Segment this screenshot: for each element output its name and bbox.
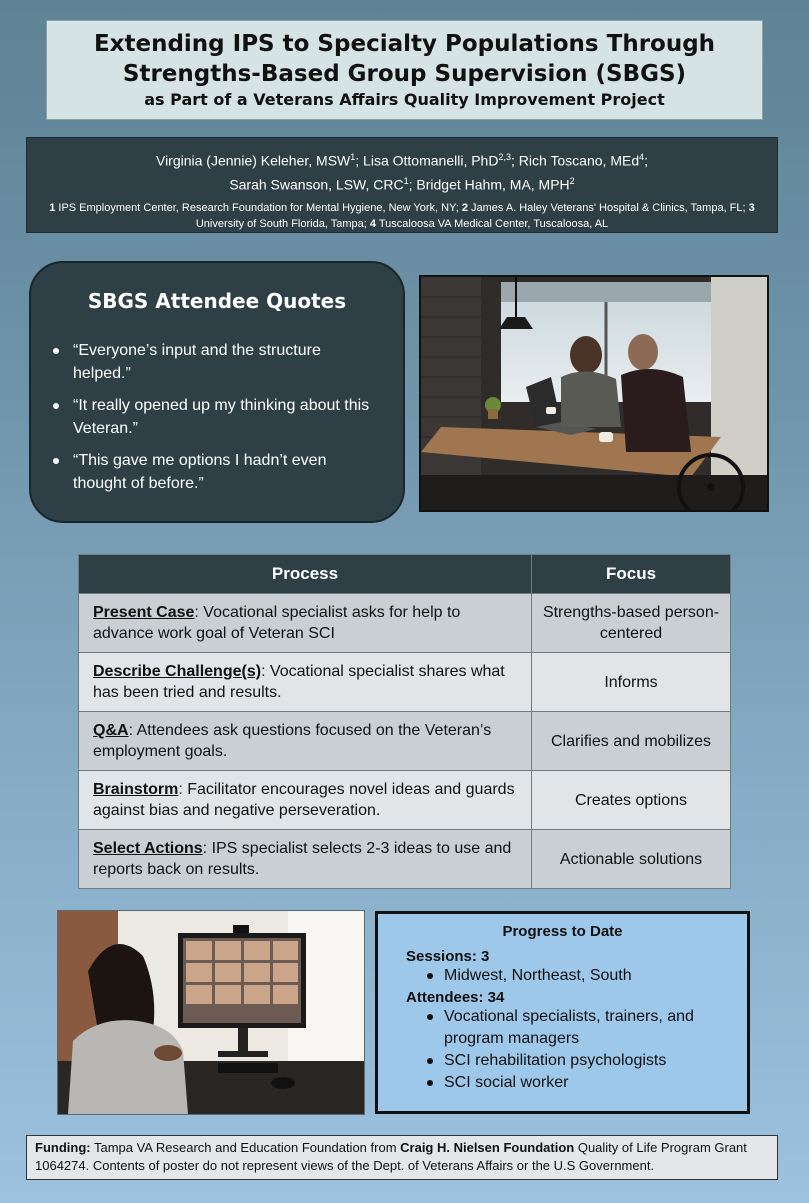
- list-item: SCI rehabilitation psychologists: [444, 1050, 747, 1072]
- process-cell: [79, 712, 532, 771]
- process-step-text: : Facilitator encourages novel ideas and guards against bias and negative perseveration.: [93, 781, 515, 819]
- office-meeting-photo: [419, 275, 769, 512]
- author-hahm: ; Bridget Hahm, MA, MPH: [408, 176, 570, 193]
- process-step-name: Select Actions: [93, 840, 203, 857]
- process-step-name: Describe Challenge(s): [93, 663, 262, 680]
- author-toscano: ; Rich Toscano, MEd: [510, 152, 640, 169]
- author-ottomanelli: ; Lisa Ottomanelli, PhD: [355, 152, 499, 169]
- progress-to-date-box: [375, 911, 750, 1114]
- table-row: [79, 653, 731, 712]
- focus-cell: Creates options: [532, 771, 731, 830]
- author-names: [27, 147, 777, 194]
- process-step-text: : Vocational specialist shares what has been tried and results.: [93, 663, 505, 701]
- table-row: [79, 771, 731, 830]
- funding-text-2: Quality of Life Program Grant 1064274. Contents of poster do not represent views of the Dept. of Veterans Affairs or the U.S Government.: [35, 1140, 747, 1173]
- video-conference-photo: [57, 910, 365, 1115]
- sessions-label: Sessions: 3: [406, 948, 490, 965]
- process-step-text: : Attendees ask questions focused on the Veteran’s employment goals.: [93, 722, 492, 760]
- affil-number: 1: [49, 202, 56, 215]
- focus-cell: Actionable solutions: [532, 830, 731, 889]
- author-sup: 2: [569, 175, 575, 186]
- process-cell: [79, 594, 532, 653]
- quote-item: “This gave me options I hadn’t even thought of before.”: [73, 449, 379, 495]
- affiliations: [27, 200, 777, 232]
- funding-org: Craig H. Nielsen Foundation: [400, 1140, 575, 1155]
- table-row: [79, 830, 731, 889]
- author-sup: 1: [350, 152, 356, 162]
- process-step-name: Q&A: [93, 722, 129, 739]
- author-sup: 1: [403, 175, 409, 186]
- quotes-list: [31, 339, 403, 495]
- list-item: Midwest, Northeast, South: [444, 965, 747, 987]
- quotes-heading: SBGS Attendee Quotes: [87, 289, 347, 313]
- focus-cell: Clarifies and mobilizes: [532, 712, 731, 771]
- table-row: [79, 712, 731, 771]
- process-step-text: : Vocational specialist asks for help to advance work goal of Veteran SCI: [93, 604, 461, 642]
- affil-number: 3: [748, 202, 755, 215]
- progress-heading: Progress to Date: [502, 923, 623, 940]
- focus-cell: Strengths-based person-centered: [532, 594, 731, 653]
- affil-haley: James A. Haley Veterans' Hospital & Clinics, Tampa, FL;: [467, 202, 749, 215]
- author-sup: 4: [639, 152, 645, 162]
- authors-box: [26, 137, 778, 233]
- funding-text-1: Tampa VA Research and Education Foundation from: [90, 1140, 401, 1155]
- office-meeting-illustration: [421, 277, 767, 510]
- affil-ips: IPS Employment Center, Research Foundation for Mental Hygiene, New York, NY;: [55, 202, 462, 215]
- affil-number: 2: [461, 202, 468, 215]
- affil-tuscaloosa: Tuscaloosa VA Medical Center, Tuscaloosa, AL: [376, 218, 609, 231]
- header-focus: Focus: [532, 555, 731, 594]
- process-step-name: Brainstorm: [93, 781, 179, 798]
- process-cell: [79, 771, 532, 830]
- process-step-text: : IPS specialist selects 2-3 ideas to use and reports back on results.: [93, 840, 512, 878]
- title-subtitle: as Part of a Veterans Affairs Quality Improvement Project: [144, 90, 665, 109]
- funding-box: [26, 1135, 778, 1180]
- process-cell: [79, 830, 532, 889]
- attendees-list: [378, 1006, 747, 1094]
- affil-number: 4: [369, 218, 376, 231]
- poster-title-box: [46, 20, 763, 120]
- author-keleher: Virginia (Jennie) Keleher, MSW: [155, 152, 351, 169]
- author-sup: 2,3: [498, 152, 511, 162]
- sessions-list: [378, 965, 747, 987]
- video-conference-illustration: [58, 911, 364, 1114]
- focus-cell: Informs: [532, 653, 731, 712]
- title-line-2: Strengths-Based Group Supervision (SBGS): [122, 61, 687, 87]
- header-process: Process: [79, 555, 532, 594]
- quotes-box: [29, 261, 405, 523]
- process-step-name: Present Case: [93, 604, 195, 621]
- table-row: [79, 594, 731, 653]
- attendees-label: Attendees: 34: [406, 989, 505, 1006]
- funding-label: Funding:: [35, 1140, 91, 1155]
- process-focus-table: [78, 554, 731, 889]
- process-cell: [79, 653, 532, 712]
- author-separator: ;: [644, 152, 649, 169]
- table-header-row: [79, 555, 731, 594]
- quote-item: “It really opened up my thinking about this Veteran.”: [73, 394, 379, 440]
- title-line-1: Extending IPS to Specialty Populations Through: [93, 31, 716, 57]
- list-item: Vocational specialists, trainers, and program managers: [444, 1006, 747, 1050]
- list-item: SCI social worker: [444, 1072, 747, 1094]
- quote-item: “Everyone’s input and the structure helped.”: [73, 339, 379, 385]
- affil-usf: University of South Florida, Tampa;: [195, 218, 370, 231]
- author-swanson: Sarah Swanson, LSW, CRC: [229, 176, 404, 193]
